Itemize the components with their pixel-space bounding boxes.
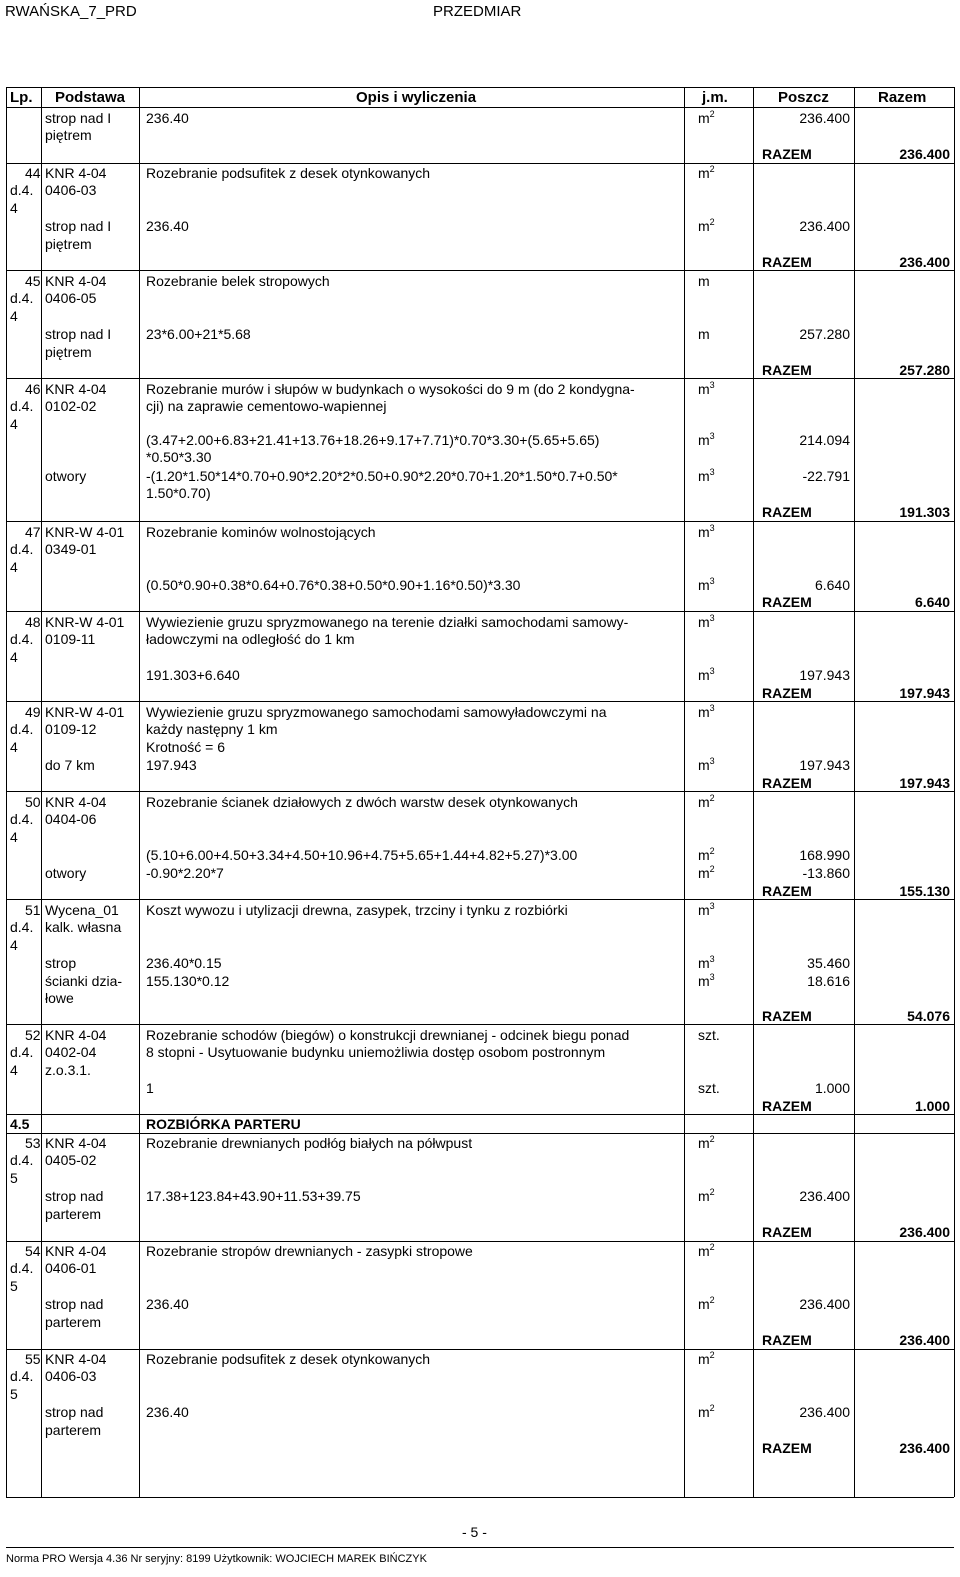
row-separator xyxy=(6,163,954,164)
calculation: 23*6.00+21*5.68 xyxy=(146,326,251,342)
item-number: 45 xyxy=(25,273,41,289)
item-number: 48 xyxy=(25,614,41,630)
location-label: piętrem xyxy=(45,344,92,360)
basis-code: 0404-06 xyxy=(45,811,97,827)
calculation: *0.50*3.30 xyxy=(146,449,212,465)
unit: $m^2$ xyxy=(698,846,715,863)
calculation: 236.40 xyxy=(146,110,189,126)
column-header-razem: Razem xyxy=(878,89,927,106)
basis-code: 0402-04 xyxy=(45,1044,97,1060)
unit: $m^3$ xyxy=(698,467,715,484)
item-description: 8 stopni - Usytuowanie budynku uniemożliwia dostęp osobom postronnym xyxy=(146,1044,606,1060)
partial-value: -22.791 xyxy=(802,468,850,484)
location-label: parterem xyxy=(45,1422,102,1438)
unit: m xyxy=(698,273,710,289)
unit: $m^3$ xyxy=(698,523,715,540)
razem-label: RAZEM xyxy=(762,1224,812,1240)
basis-catalog: KNR 4-04 xyxy=(45,273,107,289)
unit: $m^3$ xyxy=(698,756,715,773)
basis-catalog: KNR 4-04 xyxy=(45,1135,107,1151)
item-description: Rozebranie kominów wolnostojących xyxy=(146,524,376,540)
row-separator xyxy=(6,791,954,792)
location-label: strop nad I xyxy=(45,326,112,342)
partial-value: 197.943 xyxy=(799,757,850,773)
column-header-jm: j.m. xyxy=(702,89,728,106)
item-description: Koszt wywozu i utylizacji drewna, zasypek, trzciny i tynku z rozbiórki xyxy=(146,902,568,918)
item-number: 51 xyxy=(25,902,41,918)
total-value: 54.076 xyxy=(907,1008,950,1024)
partial-value: 236.400 xyxy=(799,218,850,234)
location-label: strop nad I xyxy=(45,110,112,126)
basis-catalog: KNR 4-04 xyxy=(45,1027,107,1043)
item-section: 4 xyxy=(10,937,18,953)
basis-code: 0405-02 xyxy=(45,1152,97,1168)
basis-code: z.o.3.1. xyxy=(45,1062,91,1078)
item-number: 50 xyxy=(25,794,41,810)
partial-value: 236.400 xyxy=(799,1188,850,1204)
calculation: (5.10+6.00+4.50+3.34+4.50+10.96+4.75+5.65+1.44+4.82+5.27)*3.00 xyxy=(146,847,578,863)
total-value: 191.303 xyxy=(899,504,950,520)
column-header-poszcz: Poszcz xyxy=(778,89,829,106)
basis-catalog: Wycena_01 xyxy=(45,902,119,918)
razem-label: RAZEM xyxy=(762,594,812,610)
grid-line xyxy=(684,87,685,1497)
footer-rule xyxy=(6,1547,954,1548)
location-label: łowe xyxy=(45,990,74,1006)
location-label: strop nad I xyxy=(45,218,112,234)
razem-label: RAZEM xyxy=(762,254,812,270)
item-section: 4 xyxy=(10,829,18,845)
unit: $m^2$ xyxy=(698,1242,715,1259)
row-separator xyxy=(6,378,954,379)
item-section: d.4. xyxy=(10,290,34,306)
total-value: 197.943 xyxy=(899,685,950,701)
calculation: 236.40 xyxy=(146,1404,189,1420)
partial-value: 197.943 xyxy=(799,667,850,683)
item-description: Rozebranie schodów (biegów) o konstrukcji drewnianej - odcinek biegu ponad xyxy=(146,1027,630,1043)
location-label: piętrem xyxy=(45,236,92,252)
grid-line xyxy=(6,87,7,1497)
location-label: parterem xyxy=(45,1314,102,1330)
unit: $m^3$ xyxy=(698,954,715,971)
razem-label: RAZEM xyxy=(762,504,812,520)
calculation: 155.130*0.12 xyxy=(146,973,230,989)
row-separator xyxy=(6,611,954,612)
row-separator xyxy=(6,701,954,702)
partial-value: 214.094 xyxy=(799,432,850,448)
calculation: -(1.20*1.50*14*0.70+0.90*2.20*2*0.50+0.90*2.20*0.70+1.20*1.50*0.7+0.50* xyxy=(146,468,618,484)
calculation: 1 xyxy=(146,1080,154,1096)
razem-label: RAZEM xyxy=(762,883,812,899)
item-description: Rozebranie podsufitek z desek otynkowanych xyxy=(146,165,431,181)
calculation: -0.90*2.20*7 xyxy=(146,865,224,881)
page-number: - 5 - xyxy=(462,1524,487,1540)
column-header-podstawa: Podstawa xyxy=(55,89,126,106)
unit: $m^3$ xyxy=(698,901,715,918)
grid-line xyxy=(954,87,955,1497)
item-number: 44 xyxy=(25,165,41,181)
unit: $m^3$ xyxy=(698,613,715,630)
razem-label: RAZEM xyxy=(762,1440,812,1456)
basis-catalog: KNR-W 4-01 xyxy=(45,524,125,540)
calculation: 236.40 xyxy=(146,218,189,234)
basis-code: 0406-03 xyxy=(45,1368,97,1384)
total-value: 236.400 xyxy=(899,1332,950,1348)
location-label: otwory xyxy=(45,865,87,881)
item-section: d.4. xyxy=(10,1152,34,1168)
item-number: 46 xyxy=(25,381,41,397)
item-number: 55 xyxy=(25,1351,41,1367)
location-label: otwory xyxy=(45,468,87,484)
basis-code: 0109-12 xyxy=(45,721,97,737)
item-section: d.4. xyxy=(10,721,34,737)
unit: $m^2$ xyxy=(698,164,715,181)
row-separator xyxy=(6,1024,954,1025)
row-separator xyxy=(6,270,954,271)
basis-code: 0349-01 xyxy=(45,541,97,557)
location-label: strop xyxy=(45,955,77,971)
document-title: RWAŃSKA_7_PRD xyxy=(5,3,137,20)
unit: $m^3$ xyxy=(698,703,715,720)
item-number: 53 xyxy=(25,1135,41,1151)
column-header-lp: Lp. xyxy=(10,89,33,106)
partial-value: 236.400 xyxy=(799,1296,850,1312)
unit: $m^2$ xyxy=(698,217,715,234)
basis-code: 0406-05 xyxy=(45,290,97,306)
item-section: 4 xyxy=(10,416,18,432)
total-value: 236.400 xyxy=(899,146,950,162)
location-label: strop nad xyxy=(45,1296,104,1312)
razem-label: RAZEM xyxy=(762,1098,812,1114)
basis-catalog: KNR 4-04 xyxy=(45,1243,107,1259)
basis-catalog: KNR 4-04 xyxy=(45,794,107,810)
total-value: 236.400 xyxy=(899,1440,950,1456)
calculation: 191.303+6.640 xyxy=(146,667,240,683)
basis-catalog: KNR-W 4-01 xyxy=(45,704,125,720)
item-description: Wywiezienie gruzu spryzmowanego na terenie działki samochodami samowy- xyxy=(146,614,629,630)
total-value: 1.000 xyxy=(914,1098,950,1114)
item-section: 4 xyxy=(10,739,18,755)
location-label: parterem xyxy=(45,1206,102,1222)
item-number: 54 xyxy=(25,1243,41,1259)
item-description: każdy następny 1 km xyxy=(146,721,278,737)
item-section: d.4. xyxy=(10,541,34,557)
row-separator xyxy=(6,1349,954,1350)
location-label: strop nad xyxy=(45,1404,104,1420)
unit: $m^2$ xyxy=(698,1295,715,1312)
item-section: d.4. xyxy=(10,631,34,647)
razem-label: RAZEM xyxy=(762,685,812,701)
calculation: 236.40 xyxy=(146,1296,189,1312)
column-header-opis: Opis i wyliczenia xyxy=(356,89,477,106)
calculation: (3.47+2.00+6.83+21.41+13.76+18.26+9.17+7.71)*0.70*3.30+(5.65+5.65) xyxy=(146,432,600,448)
partial-value: -13.860 xyxy=(802,865,850,881)
razem-label: RAZEM xyxy=(762,362,812,378)
item-section: d.4. xyxy=(10,1044,34,1060)
item-section: d.4. xyxy=(10,811,34,827)
row-separator xyxy=(6,899,954,900)
item-section: 5 xyxy=(10,1386,18,1402)
partial-value: 6.640 xyxy=(814,577,850,593)
item-section: 5 xyxy=(10,1278,18,1294)
item-description: Rozebranie stropów drewnianych - zasypki stropowe xyxy=(146,1243,473,1259)
item-section: d.4. xyxy=(10,1368,34,1384)
item-description: Wywiezienie gruzu spryzmowanego samochodami samowyładowczymi na xyxy=(146,704,607,720)
item-section: 4 xyxy=(10,559,18,575)
item-description: Krotność = 6 xyxy=(146,739,225,755)
table-top-border xyxy=(6,87,954,88)
unit: $m^3$ xyxy=(698,666,715,683)
unit: szt. xyxy=(698,1080,720,1096)
partial-value: 35.460 xyxy=(807,955,850,971)
total-value: 236.400 xyxy=(899,254,950,270)
unit: $m^2$ xyxy=(698,1134,715,1151)
total-value: 155.130 xyxy=(899,883,950,899)
location-label: piętrem xyxy=(45,127,92,143)
basis-code: 0102-02 xyxy=(45,398,97,414)
item-section: 4 xyxy=(10,200,18,216)
grid-line xyxy=(753,87,754,1497)
item-description: Rozebranie ścianek działowych z dwóch warstw desek otynkowanych xyxy=(146,794,578,810)
item-description: ładowczymi na odległość do 1 km xyxy=(146,631,355,647)
unit: $m^3$ xyxy=(698,972,715,989)
item-section: 4 xyxy=(10,1062,18,1078)
calculation: (0.50*0.90+0.38*0.64+0.76*0.38+0.50*0.90+1.16*0.50)*3.30 xyxy=(146,577,521,593)
total-value: 197.943 xyxy=(899,775,950,791)
row-separator xyxy=(6,1133,954,1134)
row-separator xyxy=(6,521,954,522)
item-number: 49 xyxy=(25,704,41,720)
razem-label: RAZEM xyxy=(762,1008,812,1024)
total-value: 257.280 xyxy=(899,362,950,378)
razem-label: RAZEM xyxy=(762,1332,812,1348)
unit: m xyxy=(698,326,710,342)
unit: $m^3$ xyxy=(698,431,715,448)
partial-value: 168.990 xyxy=(799,847,850,863)
location-label: do 7 km xyxy=(45,757,95,773)
unit: $m^3$ xyxy=(698,576,715,593)
table-bottom-border xyxy=(6,1497,954,1498)
total-value: 6.640 xyxy=(914,594,950,610)
partial-value: 236.400 xyxy=(799,1404,850,1420)
section-number: 4.5 xyxy=(10,1116,30,1132)
unit: szt. xyxy=(698,1027,720,1043)
unit: $m^2$ xyxy=(698,1403,715,1420)
location-label: ścianki dzia- xyxy=(45,973,123,989)
total-value: 236.400 xyxy=(899,1224,950,1240)
row-separator xyxy=(6,1114,954,1115)
footer-text: Norma PRO Wersja 4.36 Nr seryjny: 8199 Użytkownik: WOJCIECH MAREK BIŃCZYK xyxy=(6,1553,427,1565)
calculation: 1.50*0.70) xyxy=(146,485,211,501)
basis-catalog: KNR 4-04 xyxy=(45,165,107,181)
basis-catalog: KNR-W 4-01 xyxy=(45,614,125,630)
razem-label: RAZEM xyxy=(762,775,812,791)
partial-value: 236.400 xyxy=(799,110,850,126)
unit: $m^2$ xyxy=(698,864,715,881)
item-section: d.4. xyxy=(10,1260,34,1276)
basis-code: 0406-01 xyxy=(45,1260,97,1276)
section-title: ROZBIÓRKA PARTERU xyxy=(146,1116,301,1132)
item-section: 5 xyxy=(10,1170,18,1186)
partial-value: 18.616 xyxy=(807,973,850,989)
unit: $m^2$ xyxy=(698,1187,715,1204)
document-type: PRZEDMIAR xyxy=(433,3,522,20)
basis-code: 0109-11 xyxy=(45,631,96,647)
item-number: 47 xyxy=(25,524,41,540)
item-section: 4 xyxy=(10,649,18,665)
basis-code: kalk. własna xyxy=(45,919,122,935)
item-section: 4 xyxy=(10,308,18,324)
calculation: 17.38+123.84+43.90+11.53+39.75 xyxy=(146,1188,361,1204)
unit: $m^3$ xyxy=(698,380,715,397)
basis-catalog: KNR 4-04 xyxy=(45,381,107,397)
table-header-border xyxy=(6,107,954,108)
item-number: 52 xyxy=(25,1027,41,1043)
item-section: d.4. xyxy=(10,182,34,198)
item-description: cji) na zaprawie cementowo-wapiennej xyxy=(146,398,387,414)
calculation: 236.40*0.15 xyxy=(146,955,222,971)
row-separator xyxy=(6,1241,954,1242)
grid-line xyxy=(854,87,855,1497)
basis-catalog: KNR 4-04 xyxy=(45,1351,107,1367)
item-description: Rozebranie drewnianych podłóg białych na półwpust xyxy=(146,1135,473,1151)
item-description: Rozebranie podsufitek z desek otynkowanych xyxy=(146,1351,431,1367)
partial-value: 1.000 xyxy=(814,1080,850,1096)
calculation: 197.943 xyxy=(146,757,197,773)
item-section: d.4. xyxy=(10,919,34,935)
item-description: Rozebranie murów i słupów w budynkach o wysokości do 9 m (do 2 kondygna- xyxy=(146,381,635,397)
grid-line xyxy=(41,87,42,1497)
razem-label: RAZEM xyxy=(762,146,812,162)
location-label: strop nad xyxy=(45,1188,104,1204)
unit: $m^2$ xyxy=(698,1350,715,1367)
basis-code: 0406-03 xyxy=(45,182,97,198)
item-section: d.4. xyxy=(10,398,34,414)
unit: $m^2$ xyxy=(698,793,715,810)
grid-line xyxy=(139,87,140,1497)
item-description: Rozebranie belek stropowych xyxy=(146,273,330,289)
partial-value: 257.280 xyxy=(799,326,850,342)
unit: $m^2$ xyxy=(698,109,715,126)
